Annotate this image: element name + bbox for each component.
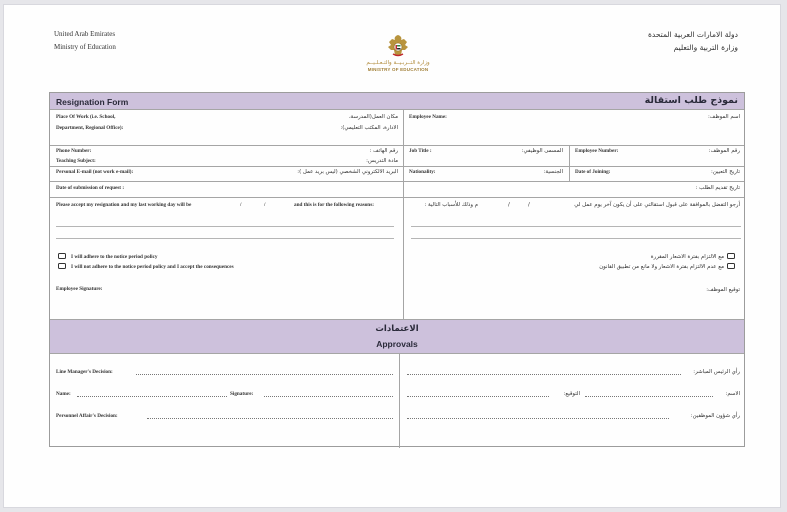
request-text-en-2: and this is for the following reasons: — [294, 202, 374, 208]
teaching-subject-label-en: Teaching Subject: — [56, 158, 96, 164]
header-country-ar: دولة الامارات العربية المتحدة — [647, 30, 738, 39]
date-slash: / — [264, 202, 266, 208]
signature-label-ar: التوقيع: — [563, 391, 580, 397]
employee-number-label-en: Employee Number: — [575, 148, 619, 154]
header-right — [648, 28, 738, 54]
header-country-en: United Arab Emirates — [54, 30, 116, 38]
adhere-checkbox-en[interactable] — [58, 253, 66, 259]
date-submission-label-en: Date of submission of request : — [56, 185, 125, 191]
email-field[interactable] — [50, 167, 403, 181]
employee-signature-field[interactable] — [50, 281, 746, 318]
adhere-label-en: I will adhere to the notice period policy — [71, 254, 158, 260]
not-adhere-label-en: I will not adhere to the notice period policy and I accept the consequences — [71, 264, 234, 270]
job-title-label-ar: المسمى الوظيفي: — [521, 148, 563, 154]
place-of-work-label-en-2: Department, Regional Office): — [56, 125, 124, 131]
name-label-ar: الاسم: — [725, 391, 740, 397]
place-of-work-label-ar-1: مكان العمل(المدرسة، — [348, 114, 398, 120]
job-title-label-en: Job Title : — [409, 148, 432, 154]
date-slash: / — [240, 202, 242, 208]
divider — [50, 197, 744, 198]
date-submission-field[interactable] — [50, 182, 746, 197]
nationality-label-en: Nationality: — [409, 169, 436, 175]
employee-number-field[interactable] — [570, 146, 746, 166]
date-joining-field[interactable] — [570, 167, 746, 181]
employee-number-label-ar: رقم الموظف: — [708, 148, 740, 154]
line-manager-label-ar: رأي الرئيس المباشر: — [693, 369, 740, 375]
employee-signature-label-en: Employee Signature: — [56, 286, 103, 292]
email-label-ar: البريد الالكتروني الشخصي (ليس بريد عمل ): — [297, 169, 398, 175]
approvals-title-en: Approvals — [376, 339, 418, 349]
reason-line-en-2[interactable] — [56, 238, 394, 239]
signature-label-en: Signature: — [230, 391, 254, 397]
header-left — [54, 28, 116, 54]
divider — [50, 353, 744, 354]
place-of-work-field[interactable] — [50, 110, 403, 145]
reason-line-ar-1[interactable] — [411, 226, 741, 227]
request-text-ar-2: م وذلك للأسباب التالية : — [424, 202, 478, 208]
not-adhere-checkbox-ar[interactable] — [727, 263, 735, 269]
last-working-day-field[interactable] — [225, 200, 290, 210]
header-ministry-ar: وزارة التربية والتعليم — [673, 43, 738, 52]
approvals-band — [50, 320, 744, 353]
teaching-subject-label-ar: مادة التدريس: — [366, 158, 398, 164]
email-label-en: Personal E-mail (not work e-mail): — [56, 169, 134, 175]
date-joining-label-en: Date of Joining: — [575, 169, 611, 175]
adhere-label-ar: مع الالتزام بفترة الاشعار المقررة — [650, 254, 724, 260]
place-of-work-label-en-1: Place Of Work (i.e. School, — [56, 114, 116, 120]
divider — [399, 354, 400, 448]
reason-line-ar-2[interactable] — [411, 238, 741, 239]
employee-signature-label-ar: توقيع الموظف: — [706, 287, 740, 293]
phone-label-en: Phone Number: — [56, 148, 92, 154]
logo-text-en: MINISTRY OF EDUCATION — [367, 67, 429, 72]
form-title-en: Resignation Form — [56, 97, 129, 107]
phone-field[interactable] — [50, 146, 403, 156]
date-slash: / — [508, 202, 510, 208]
approvals-title-ar: الاعتمادات — [375, 324, 419, 334]
resignation-form — [49, 92, 745, 447]
line-manager-field-en[interactable] — [136, 374, 393, 375]
header-ministry-en: Ministry of Education — [54, 43, 116, 51]
employee-name-label-ar: اسم الموظف: — [707, 114, 740, 120]
name-field-en[interactable] — [77, 396, 227, 397]
phone-label-ar: رقم الهاتف : — [369, 148, 398, 154]
personnel-field-en[interactable] — [147, 418, 393, 419]
nationality-field[interactable] — [404, 167, 569, 181]
request-text-en-1: Please accept my resignation and my last working day will be — [56, 202, 192, 208]
teaching-subject-field[interactable] — [50, 156, 403, 166]
request-text-ar-1: أرجو التفضل بالموافقة على قبول استقالتي على أن يكون آخر يوم عمل لي — [574, 202, 740, 208]
date-joining-label-ar: تاريخ التعيين: — [711, 169, 740, 175]
not-adhere-label-ar: مع عدم الالتزام بفترة الاشعار ولا مانع من تطبيق القانون — [599, 264, 724, 270]
place-of-work-label-ar-2: الادارة، المكتب التعليمي): — [340, 125, 398, 131]
ministry-logo — [356, 33, 440, 72]
not-adhere-checkbox-en[interactable] — [58, 263, 66, 269]
date-slash: / — [528, 202, 530, 208]
form-title-ar: نموذج طلب استقالة — [644, 95, 738, 106]
name-field-ar[interactable] — [585, 396, 713, 397]
line-manager-label-en: Line Manager's Decision: — [56, 369, 113, 375]
emblem-icon — [385, 33, 411, 59]
job-title-field[interactable] — [404, 146, 569, 166]
name-label-en: Name: — [56, 391, 71, 397]
employee-name-field[interactable] — [404, 110, 746, 145]
personnel-label-en: Personnel Affair's Decision: — [56, 413, 118, 419]
personnel-field-ar[interactable] — [407, 418, 669, 419]
signature-field-ar[interactable] — [407, 396, 549, 397]
logo-text-ar: وزارة التــربـيــة والتـعـلـيــم — [366, 60, 430, 66]
form-title-band — [50, 93, 744, 109]
line-manager-field-ar[interactable] — [407, 374, 681, 375]
personnel-label-ar: رأي شؤون الموظفين: — [690, 413, 740, 419]
adhere-checkbox-ar[interactable] — [727, 253, 735, 259]
signature-field-en[interactable] — [264, 396, 393, 397]
reason-line-en-1[interactable] — [56, 226, 394, 227]
nationality-label-ar: الجنسية: — [543, 169, 563, 175]
document-page — [3, 4, 781, 508]
employee-name-label-en: Employee Name: — [409, 114, 447, 120]
date-submission-label-ar: تاريخ تقديم الطلب : — [695, 185, 740, 191]
